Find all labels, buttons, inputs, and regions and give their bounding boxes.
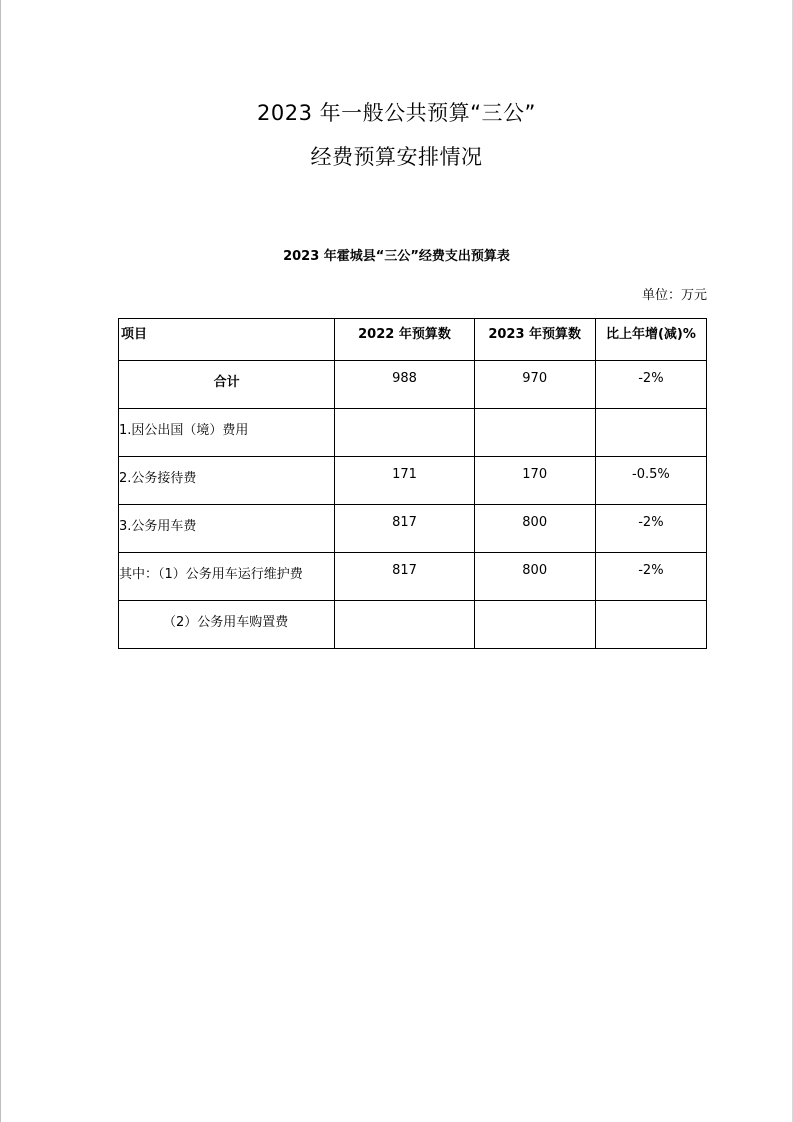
- cell-2022: 817: [335, 553, 474, 601]
- header-2023-budget: 2023 年预算数: [474, 319, 595, 361]
- row-label-overseas-travel: 1.因公出国（境）费用: [119, 409, 335, 457]
- cell-2023: 800: [474, 553, 595, 601]
- cell-2023: [474, 601, 595, 649]
- table-title: 2023 年霍城县“三公”经费支出预算表: [283, 249, 510, 264]
- header-change-percent: 比上年增(减)%: [595, 319, 706, 361]
- cell-2023: [474, 409, 595, 457]
- document-title-line2: 经费预算安排情况: [310, 145, 483, 169]
- cell-2022: 171: [335, 457, 474, 505]
- cell-change: [595, 409, 706, 457]
- cell-2022: [335, 409, 474, 457]
- cell-2023: 170: [474, 457, 595, 505]
- cell-change: -2%: [595, 553, 706, 601]
- header-2022-budget: 2022 年预算数: [335, 319, 474, 361]
- table-row: [119, 601, 707, 649]
- table-row: [119, 409, 707, 457]
- budget-table: [118, 318, 707, 649]
- table-row: [119, 505, 707, 553]
- row-label-total: 合计: [119, 361, 335, 409]
- document-title-line1: 2023 年一般公共预算“三公”: [257, 101, 536, 125]
- cell-2022: 988: [335, 361, 474, 409]
- unit-label: 单位：万元: [641, 288, 707, 303]
- cell-change: -0.5%: [595, 457, 706, 505]
- table-row: [119, 553, 707, 601]
- header-item: 项目: [119, 319, 335, 361]
- row-label-vehicle-maintenance: 其中：（1）公务用车运行维护费: [119, 553, 335, 601]
- table-header-row: [119, 319, 707, 361]
- table-row: [119, 361, 707, 409]
- cell-change: -2%: [595, 361, 706, 409]
- row-label-reception: 2.公务接待费: [119, 457, 335, 505]
- cell-change: [595, 601, 706, 649]
- cell-2022: 817: [335, 505, 474, 553]
- cell-2023: 800: [474, 505, 595, 553]
- table-row: [119, 457, 707, 505]
- row-label-vehicle-purchase: （2）公务用车购置费: [119, 601, 335, 649]
- row-label-vehicles: 3.公务用车费: [119, 505, 335, 553]
- cell-2022: [335, 601, 474, 649]
- cell-change: -2%: [595, 505, 706, 553]
- cell-2023: 970: [474, 361, 595, 409]
